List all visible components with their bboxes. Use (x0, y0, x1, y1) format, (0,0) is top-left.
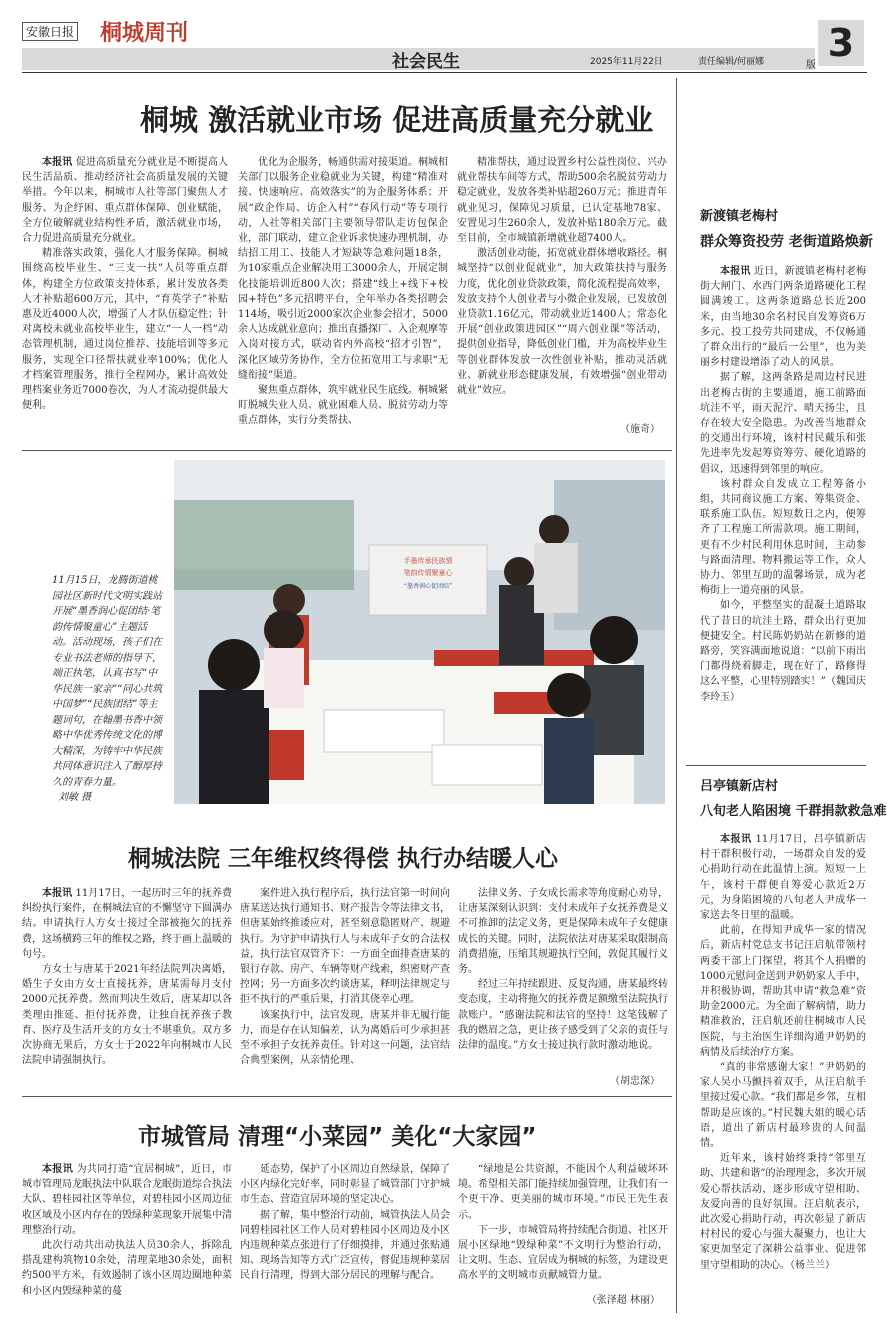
article1-col1 (22, 155, 228, 455)
article3-col1 (22, 1162, 232, 1299)
paragraph: 本报讯 11月17日，一起历时三年的抚养费纠纷执行案件，在桐城法官的不懈坚守下圆满办结。申请执行人方女士接过全部被拖欠的抚养费，这场横跨三年的维权之路，终于画上温暖的句号。 (22, 888, 233, 960)
paragraph: 延态势，保护了小区周边自然绿景，保障了小区内绿化完好率，同时彰显了城管部门守护城市生态、营造宜居环境的坚定决心。 (240, 1164, 450, 1206)
article1-headline: 桐城 激活就业市场 促进高质量充分就业 (140, 103, 654, 137)
paragraph: 据了解，集中整治行动前，城管执法人员会同碧桂园社区工作人员对碧桂园小区周边及小区内违规种菜点张进行了仔细摸排，并通过张贴通知、现场告知等方式广泛宣传，督促违规种菜居民自行清理，得到大部分居民的理解与配合。 (240, 1209, 450, 1282)
paragraph: 方女士与唐某于2021年经法院判决离婚，婚生子女由方女士直接抚养，唐某需每月支付2000元抚养费。然而判决生效后，唐某却以各类理由推延、拒付抚养费，让独自抚养孩子教育、医疗及生活开支的方女士不堪重负。双方多次协商无果后，方女士于2022年向桐城市人民法院申请强制执行。 (22, 964, 232, 1067)
article2-col1 (22, 886, 232, 1068)
paragraph: 经过三年持续跟进、反复沟通，唐某最终转变态度，主动将拖欠的抚养费足额缴至法院执行款账户。“感谢法院和法官的坚持！这笔钱解了我的燃眉之急，更让孩子感受到了父亲的责任与法律的温度。”方女士接过执行款时激动地说。 (458, 979, 668, 1052)
side2-headline: 八旬老人陷困境 千群捐款救急难 (700, 804, 887, 819)
paragraph: 本报讯 11月17日，吕亭镇新店村干群积极行动，一场群众自发的爱心捐助行动在此温情上演。短短一上午，该村干群便自筹爱心款近2万元，为身陷困境的八旬老人尹成华一家送去冬日里的温暖。 (700, 834, 866, 922)
paragraph: “绿地是公共资源，不能因个人利益破坏环境。希望相关部门能持续加强管理，让我们有一个更干净、更美丽的城市环境。”市民王先生表示。 (458, 1164, 668, 1221)
paragraph: “真的非常感谢大家！”尹奶奶的家人吴小马颤抖着双手，从汪启航手里接过爱心款。“我们都是乡邻，互相帮助是应该的。”村民魏大姐的暖心话语，道出了新店村最珍贵的人间温情。 (700, 1062, 866, 1150)
paragraph: 如今，平整坚实的混凝土道路取代了昔日的坑洼土路，群众出行更加便捷安全。村民陈奶奶站在新修的道路旁，笑容满面地说道：“以前下雨出门都得绕着脚走，现在好了，路修得这么平整，心里特别踏实！”（魏国庆 李玲玉） (700, 600, 866, 703)
side2-body (700, 832, 866, 1273)
side2-kicker: 吕亭镇新店村 (700, 779, 779, 794)
article2-bottom-rule (22, 1096, 672, 1097)
paragraph: 案件进入执行程序后，执行法官第一时间向唐某送达执行通知书、财产报告令等法律文书，但唐某始终推诿应对，甚至刻意隐匿财产、规避执行。为守护申请执行人与未成年子女的合法权益，执行法官双管齐下：一方面全面排查唐某的银行存款、房产、车辆等财产线索，织密财产查控网；另一方面多次约谈唐某，释明法律规定与拒不执行的严重后果，打消其侥幸心理。 (240, 888, 450, 1006)
article1-bottom-rule (22, 450, 672, 451)
sidebar-divider (676, 78, 677, 1313)
editor-credit: 责任编辑/何丽娜 (698, 57, 765, 67)
paragraph: 精准帮扶，通过设置乡村公益性岗位、兴办就业帮扶车间等方式，帮助500余名脱贫劳动力稳定就业，发放各类补贴超260万元；推进青年就业见习，保障见习质量，已认定基地78家、安置见习生260余人，发放补贴180余万元。截至目前，全市城镇新增就业超7400人。 (457, 157, 667, 245)
photo-caption: 11月15日，龙腾街道桃园社区新时代文明实践站开展“墨香润心促团结·笔韵传情聚童心”主题活动。活动现场，孩子们在专业书法老师的指导下，端正执笔，认真书写“中华民族一家亲”“同心共筑中国梦”“民族团结”等主题词句，在翰墨书香中领略中华优秀传统文化的博大精深，为铸牢中华民族共同体意识注入了醇厚持久的青春力量。 刘敏 摄 (52, 573, 164, 806)
article3-col3 (458, 1162, 668, 1284)
article2-col2 (240, 886, 450, 1068)
paragraph: 此前，在得知尹成华一家的情况后，新店村党总支书记汪启航带领村两委干部上门探望，将其个人捐赠的1000元慰问金送到尹奶奶家人手中，并积极协调，帮助其申请“救急难”资助金2000元。为全面了解病情，助力精准救治，汪启航还前往桐城市人民医院，与主治医生详细沟通尹奶奶的病情及后续治疗方案。 (700, 925, 866, 1058)
weekly-title: 桐城周刊 (100, 21, 189, 46)
paragraph: 本报讯 为共同打造“宜居桐城”，近日，市城市管理局龙眠执法中队联合龙眠街道综合执法大队、碧桂园社区等单位，对碧桂园小区周边征收区域及小区内存在的毁绿种菜现象开展集中清理整治行动。 (22, 1164, 232, 1236)
calligraphy-activity-photo (174, 460, 665, 804)
masthead-rule (22, 72, 867, 73)
article3-headline: 市城管局 清理“小菜园” 美化“大家园” (138, 1124, 537, 1150)
issue-date: 2025年11月22日 (590, 57, 663, 67)
paragraph: 此次行动共出动执法人员30余人，拆除乱搭乱建构筑物10余处，清理菜地30余处，面积约500平方米，有效遏制了该小区周边圈地种菜和小区内毁绿种菜的蔓 (22, 1240, 232, 1297)
paragraph: 精准落实政策，强化人才服务保障。桐城围绕高校毕业生、“三支一扶”人员等重点群体，构建全方位政策支持体系，累计发放各类人才补贴超600万元，其中，“育英学子”补贴惠及近4000人次，增强了人才队伍稳定性；针对离校未就业高校毕业生，建立“一人一档”动态管理机制，通过岗位推荐、技能培训等多元服务，实现全口径帮扶就业率100%；优化人才档案管理服务，推行全程网办，累计高效处理档案业务近7000卷次，为人才流动提供最大便利。 (22, 248, 228, 412)
side1-kicker: 新渡镇老梅村 (700, 209, 779, 224)
newspaper-logo: 安徽日报 (22, 22, 78, 41)
paragraph: 法律义务、子女成长需求等角度耐心劝导，让唐某深刻认识到：支付未成年子女抚养费是义不可推卸的法定义务，更是保障未成年子女健康成长的关键。同时，法院依法对唐某采取限制高消费措施，压缩其规避执行空间，敦促其履行义务。 (458, 888, 668, 976)
article2-credit: （胡忠深） (610, 1076, 660, 1087)
banner-line: 手墨传承民族情 (403, 557, 453, 565)
section-name: 社会民生 (392, 52, 460, 72)
paragraph: 优化为企服务，畅通供需对接渠道。桐城相关部门以服务企业稳就业为关键，构建“精准对接、快速响应、高效落实”的为企服务体系；开展“政企作局、访企入村”“春风行动”等专项行动，人社等相关部门主要领导带队走访包保企业，部门联动，建立企业诉求快速办理机制，办结招工用工、技能人才短缺等急难问题18条，为10家重点企业解决用工3000余人，开展定制化技能培训近800人次；搭建“线上+线下+校园+特色”多元招聘平台，全年举办各类招聘会114场，吸引近2000家次企业参会招才，5000余人达成就业意向；推出直播探厂、入企观摩等入岗对接方式，联动省内外高校“招才引智”，深化区域劳务协作，全方位拓宽用工与求职“无缝衔接”渠道。 (238, 157, 448, 381)
banner-line: “墨香润心促团结” (403, 583, 453, 590)
article1-credit: （施奇） (620, 424, 660, 435)
article1-col2 (238, 155, 448, 455)
photo-illustration (174, 460, 665, 804)
paragraph: 下一步，市城管局将持续配合街道、社区开展小区绿地“毁绿种菜”不文明行为整治行动，让文明、生态、宜居成为桐城的标签，为建设更高水平的文明城市贡献城管力量。 (458, 1224, 668, 1282)
paragraph: 近年来，该村始终秉持“邻里互助、共建和谐”的治理理念，多次开展爱心帮扶活动，逐步形成守望相助、友爱向善的良好氛围。汪启航表示，此次爱心捐助行动，再次彰显了新店村村民的爱心与强大凝聚力，也让大家更加坚定了深耕公益事业、促进邻里守望相助的决心。（杨兰兰） (700, 1153, 866, 1271)
article2-col3 (458, 886, 668, 1053)
article1-col3 (457, 155, 667, 455)
article2-headline: 桐城法院 三年维权终得偿 执行办结暖人心 (128, 846, 559, 872)
sidebar-separator (686, 765, 866, 766)
paragraph: 聚焦重点群体，筑牢就业民生底线。桐城紧盯脱城失业人员、就业困难人员、脱贫劳动力等重点群体，实行分类帮扶、 (238, 385, 448, 427)
paragraph: 据了解，这两条路是周边村民进出老梅古街的主要通道，施工前路面坑洼不平，雨天泥泞、晴天扬尘，且存在较大安全隐患。为改善当地群众的交通出行环境，该村村民戴乐和张先进率先发起筹资筹劳、硬化道路的倡议，迅速得到邻里的响应。 (700, 372, 866, 475)
paragraph: 该村群众自发成立工程筹备小组，共同商议施工方案、筹集资金、联系施工队伍。短短数日之内，便筹齐了工程施工所需款项。施工期间，更有不少村民利用休息时间，主动参与路面清理、物料搬运等工作，众人协力、邻里互助的温馨场景，成为老梅街上一道亮丽的风景。 (700, 478, 866, 597)
article3-credit: （张泽超 林丽） (586, 1295, 660, 1306)
photo-credit: 刘敏 摄 (58, 792, 92, 803)
side1-body (700, 264, 866, 705)
page-number: 3 (818, 20, 864, 66)
paragraph: 该案执行中，法官发现，唐某并非无履行能力，而是存在认知偏差，认为离婚后可少承担甚至不承担子女抚养责任。针对这一问题，法官结合典型案例，从亲情伦理、 (240, 1009, 450, 1067)
banner-line: 笔韵传情聚童心 (403, 569, 453, 577)
paragraph: 本报讯 促进高质量充分就业是不断提高人民生活品质、推动经济社会高质量发展的关键举措。今年以来，桐城市人社等部门聚焦人才服务、为企纾困、重点群体保障、创业赋能，全方位破解就业结构性矛盾，激活就业市场，合力促进高质量充分就业。 (22, 157, 228, 245)
article3-col2 (240, 1162, 450, 1284)
paragraph: 本报讯 近日，新渡镇老梅村老梅街大闸门、水西门两条道路硬化工程圆满竣工。这两条道路总长近200米，由当地30余名村民自发筹资6万多元、投工投劳共同建成，不仅畅通了群众出行的“最后一公里”，也为美丽乡村建设增添了动人的风景。 (700, 266, 867, 369)
paragraph: 激活创业动能，拓宽就业群体增收路径。桐城坚持“以创业促就业”，加大政策扶持与服务力度，优化创业贷款政策，简化流程提高效率，发放支持个人创业者与小微企业发展，已发放创业贷款1.16亿元，带动就业近1400人；常态化开展“创业政策进园区”“周六创业课”等活动，提供创业指导，降低创业门槛，并为高校毕业生等创业群体发放一次性创业补贴，推动灵活就业、新就业形态健康发展，有效增强“创业带动就业”效应。 (457, 248, 667, 397)
side1-headline: 群众筹资投劳 老街道路焕新 (700, 234, 873, 250)
page-label: 版 (806, 60, 816, 71)
